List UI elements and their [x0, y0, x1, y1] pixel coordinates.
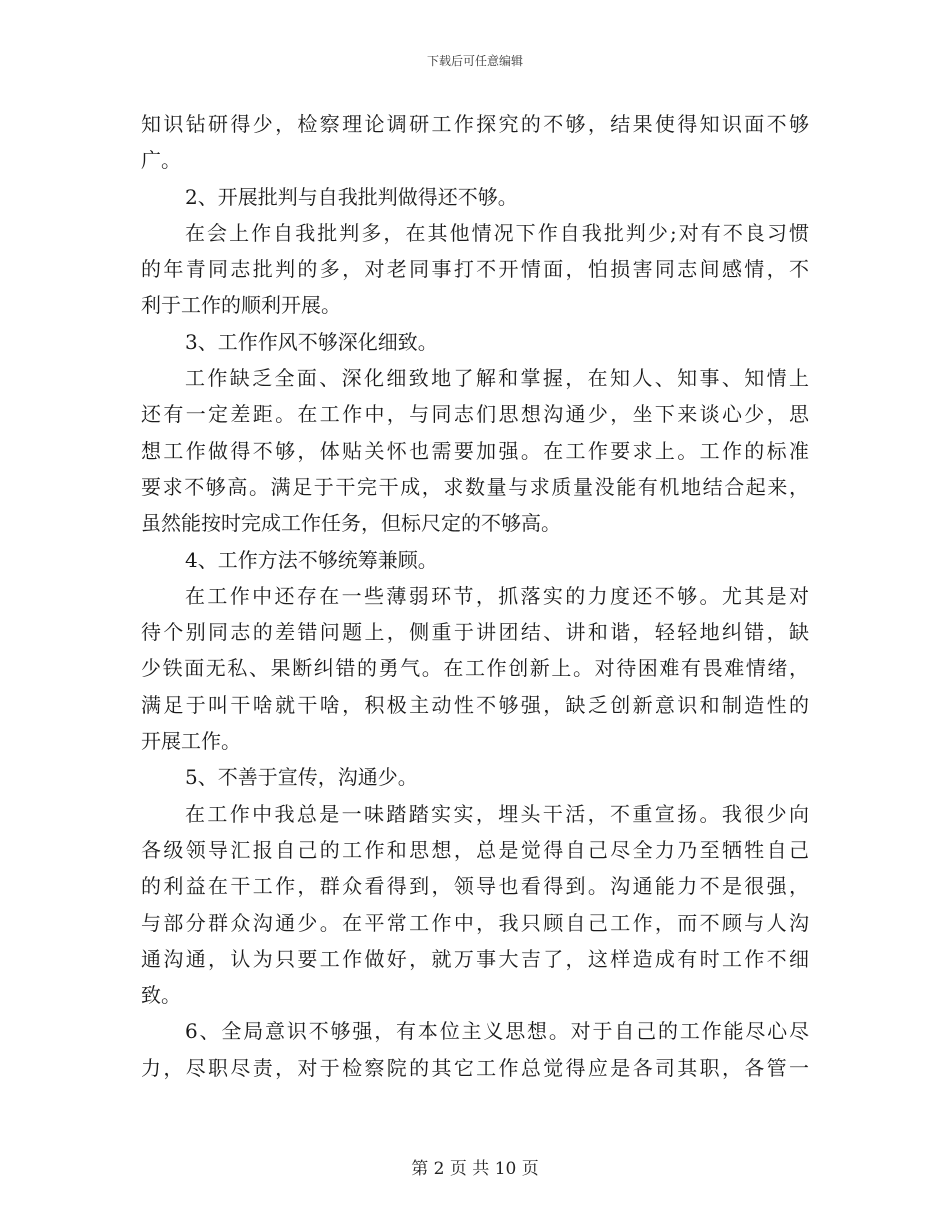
text-line: 开展工作。: [141, 729, 241, 754]
text-line: 少铁面无私、果断纠错的勇气。在工作创新上。对待困难有畏难情绪，: [141, 656, 809, 681]
text-line: 工作缺乏全面、深化细致地了解和掌握，在知人、知事、知情上: [185, 366, 809, 391]
text-line: 利于工作的顺利开展。: [141, 293, 341, 318]
text-line: 在会上作自我批判多，在其他情况下作自我批判少;对有不良习惯: [185, 220, 809, 245]
text-line: 想工作做得不够，体贴关怀也需要加强。在工作要求上。工作的标准: [141, 438, 809, 463]
page-footer: 第 2 页 共 10 页: [411, 1159, 539, 1179]
document-body: [141, 106, 809, 1086]
text-line: 与部分群众沟通少。在平常工作中，我只顾自己工作，而不顾与人沟: [141, 910, 809, 935]
text-line: 2、开展批判与自我批判做得还不够。: [185, 184, 518, 209]
text-line: 要求不够高。满足于干完干成，求数量与求质量没能有机地结合起来，: [141, 474, 809, 499]
text-line: 在工作中还存在一些薄弱环节，抓落实的力度还不够。尤其是对: [185, 583, 809, 608]
text-line: 5、不善于宣传，沟通少。: [185, 765, 418, 790]
page-header: 下载后可任意编辑: [426, 54, 523, 68]
text-line: 知识钻研得少，检察理论调研工作探究的不够，结果使得知识面不够: [141, 112, 809, 136]
text-line: 在工作中我总是一味踏踏实实，埋头干活，不重宣扬。我很少向: [185, 801, 809, 826]
text-line: 待个别同志的差错问题上，侧重于讲团结、讲和谐，轻轻地纠错，缺: [141, 620, 809, 645]
text-line: 满足于叫干啥就干啥，积极主动性不够强，缺乏创新意识和制造性的: [141, 692, 809, 717]
text-line: 的年青同志批判的多，对老同事打不开情面，怕损害同志间感情，不: [141, 257, 809, 282]
text-line: 致。: [141, 983, 181, 1008]
text-line: 还有一定差距。在工作中，与同志们思想沟通少，坐下来谈心少，思: [141, 402, 809, 427]
text-line: 广。: [141, 148, 181, 173]
text-line: 6、全局意识不够强，有本位主义思想。对于自己的工作能尽心尽: [185, 1019, 809, 1044]
text-line: 各级领导汇报自己的工作和思想，总是觉得自己尽全力乃至牺牲自己: [141, 837, 809, 862]
text-line: 4、工作方法不够统筹兼顾。: [185, 547, 438, 572]
text-line: 3、工作作风不够深化细致。: [185, 329, 438, 354]
text-line: 的利益在干工作，群众看得到，领导也看得到。沟通能力不是很强，: [141, 874, 809, 899]
text-line: 通沟通，认为只要工作做好，就万事大吉了，这样造成有时工作不细: [141, 946, 809, 971]
text-line: 虽然能按时完成工作任务，但标尺定的不够高。: [141, 511, 561, 536]
text-line: 力，尽职尽责，对于检察院的其它工作总觉得应是各司其职，各管一: [141, 1055, 809, 1080]
